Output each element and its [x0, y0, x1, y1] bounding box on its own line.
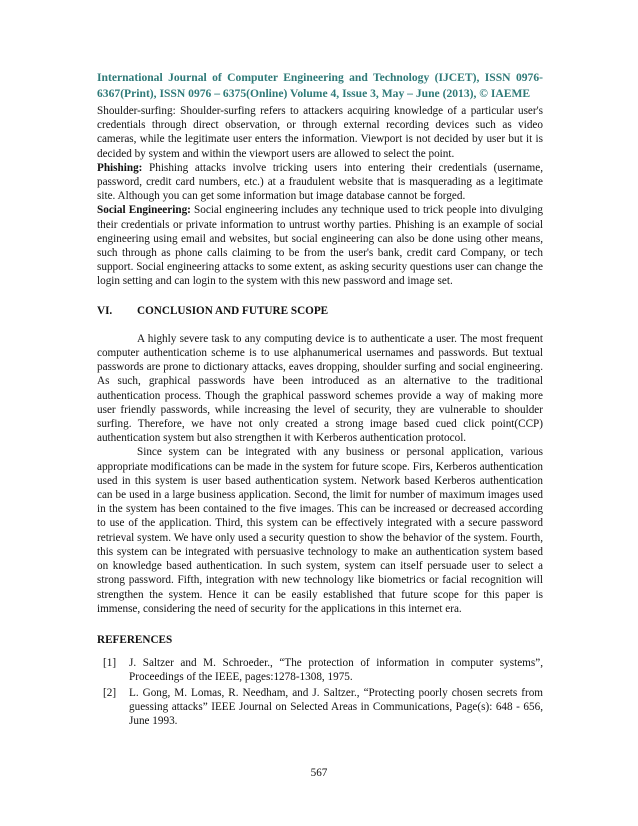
references-heading: REFERENCES	[97, 633, 173, 646]
shoulder-surfing-paragraph: Shoulder-surfing: Shoulder-surfing refers to attackers acquiring knowledge of a particular user's credentials through direct observation, or through external recording devices such as video cameras, while the legitimate user enters the information. Viewport is not decided by user but it is decided by system and within the viewport users are allowed to select the point.	[97, 105, 543, 160]
phishing-label: Phishing:	[97, 161, 143, 174]
conclusion-paragraph-2: Since system can be integrated with any business or personal application, various appropriate modifications can be made in the system for future scope. Firs, Kerberos authentication used in this system is user based authentication system. Network based Kerberos authentication can be used in a large business application. Second, the limit for number of maximum images used in the system has been contained to the five images. This can be increased or decreased according to use of the application. Third, this system can be effectively integrated with a secure password retrieval system. We have only used a security question to show the behavior of the system. Fourth, this system can be integrated with persuasive technology to make an authentication system based on knowledge based authentication. In such system, system can itself persuade user to select a strong password. Fifth, integration with new technology like biometrics or facial recognition will strengthen the system. Hence it can be easily established that future scope for this paper is immense, considering the need of security for the applications in this internet era.	[97, 446, 543, 615]
reference-number: [1]	[103, 657, 117, 670]
reference-item	[97, 686, 543, 729]
conclusion-paragraph-1: A highly severe task to any computing device is to authenticate a user. The most frequent computer authentication scheme is to use alphanumerical usernames and passwords. But textual passwords are prone to dictionary attacks, eaves dropping, shoulder surfing and social engineering. As such, graphical passwords have been introduced as an alternative to the traditional authentication process. Though the graphical password schemes provide a way of making more user friendly passwords, while increasing the level of security, they are vulnerable to shoulder surfing. Therefore, we have not only created a strong image based cued click point(CCP) authentication system but also strengthen it with Kerberos authentication protocol.	[97, 332, 543, 445]
reference-text: J. Saltzer and M. Schroeder., “The protection of information in computer systems”, Proceedings of the IEEE, pages:1278-1308, 1975.	[129, 657, 543, 684]
reference-text: L. Gong, M. Lomas, R. Needham, and J. Saltzer., “Protecting poorly chosen secrets from guessing attacks” IEEE Journal on Selected Areas in Communications, Page(s): 648 - 656, June 1993.	[129, 686, 543, 727]
section-title: CONCLUSION AND FUTURE SCOPE	[137, 304, 329, 317]
phishing-text: Phishing attacks involve tricking users into entering their credentials (username, password, credit card numbers, etc.) at a fraudulent website that is masquerading as a legitimate site. Although you can get some information but image database cannot be forged.	[97, 161, 543, 203]
reference-item	[97, 656, 543, 684]
section-number: VI.	[97, 304, 113, 317]
social-engineering-text: Social engineering includes any technique used to trick people into divulging their credentials or private information to untrust worthy parties. Phishing is an example of social engineering using email and websites, but social engineering can also be done using other means, such through as phone calls claiming to be from the user's bank, credit card Company, or tech support. Social engineering attacks to some extent, as asking security questions user can change the login setting and can login to the system with this new password and image set.	[97, 204, 543, 288]
phishing-paragraph	[97, 161, 543, 204]
reference-number: [2]	[103, 686, 117, 699]
page-body	[97, 104, 543, 729]
journal-header: International Journal of Computer Engineering and Technology (IJCET), ISSN 0976-6367(Print), ISSN 0976 – 6375(Online) Volume 4, Issue 3, May – June (2013), © IAEME	[97, 71, 543, 100]
page-number: 567	[310, 767, 328, 779]
social-engineering-label: Social Engineering:	[97, 204, 191, 217]
social-engineering-paragraph	[97, 203, 543, 288]
section-heading	[97, 304, 543, 318]
